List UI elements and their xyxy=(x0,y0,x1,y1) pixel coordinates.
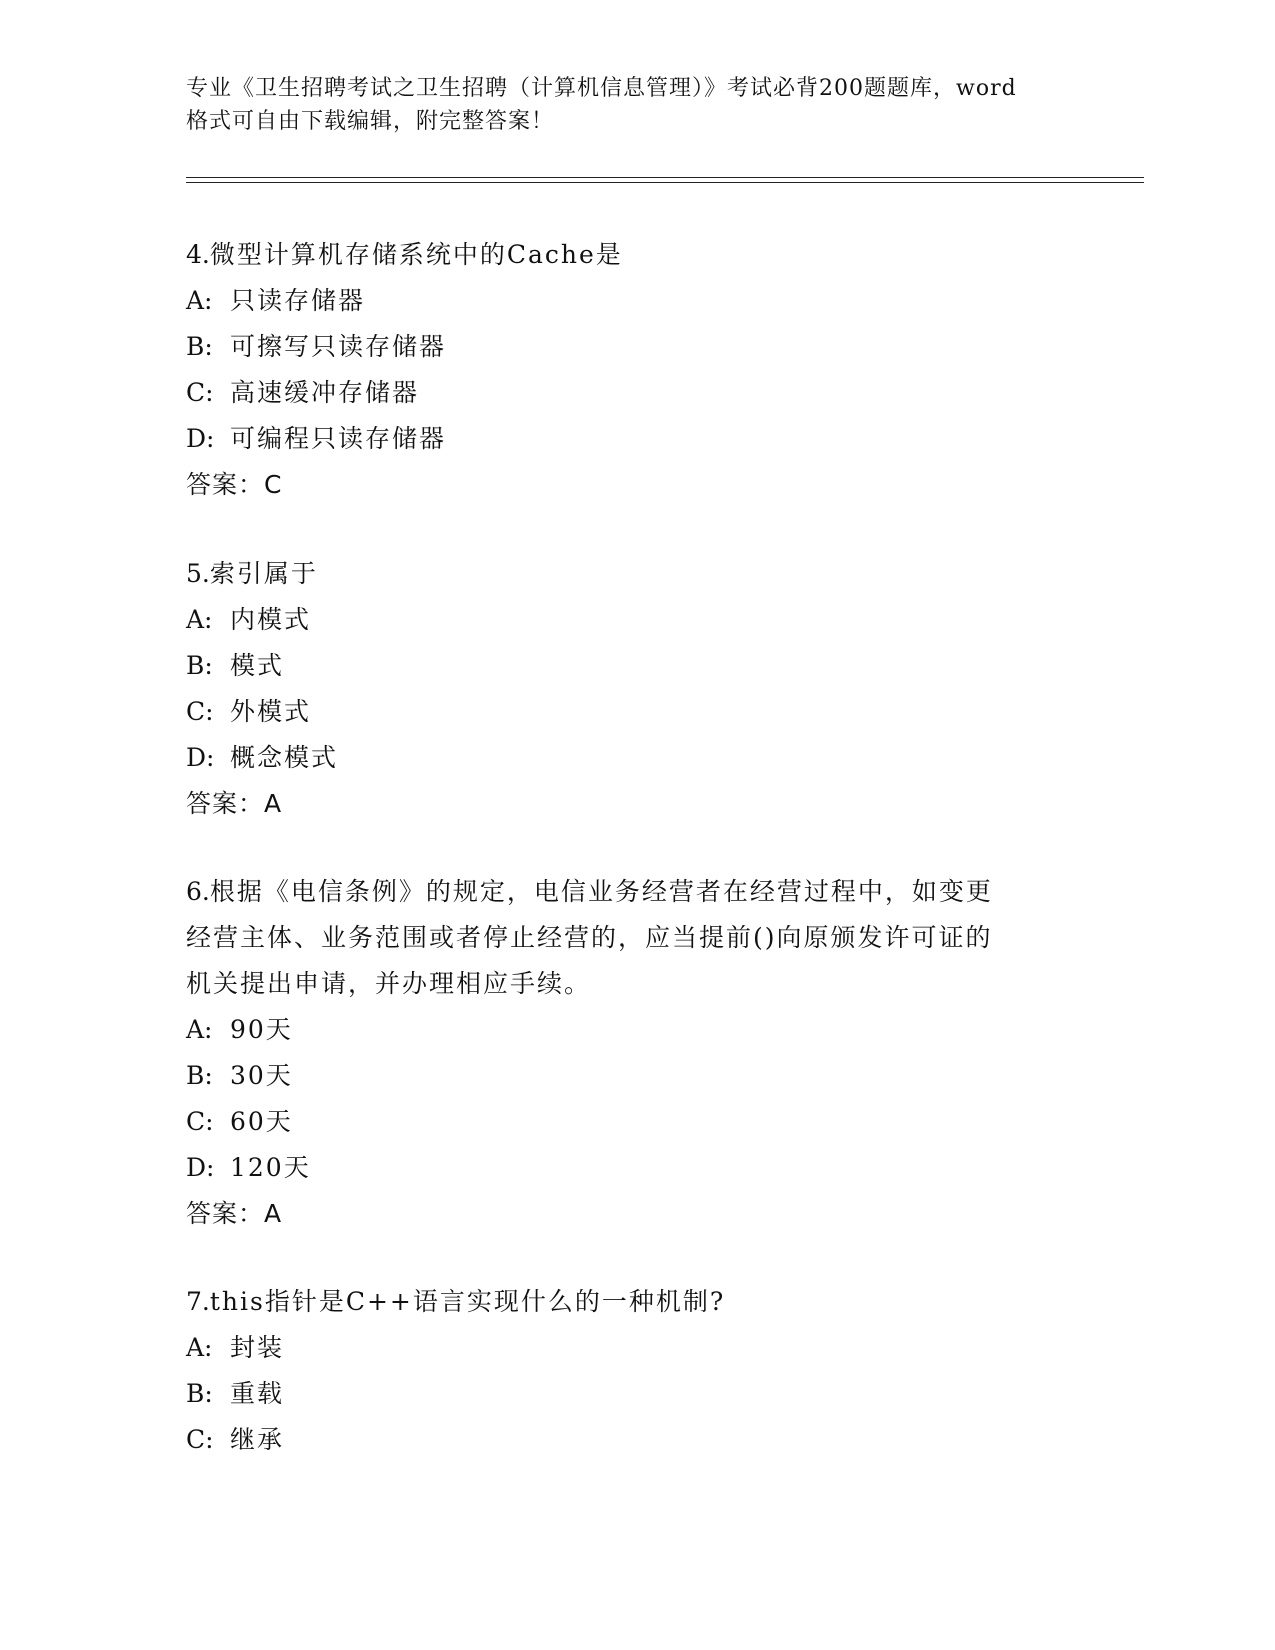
option-c xyxy=(186,370,1066,416)
option-text: 可编程只读存储器 xyxy=(230,424,447,453)
option-text: 概念模式 xyxy=(230,743,339,772)
answer-line: 答案：A xyxy=(186,1199,283,1228)
option-b xyxy=(186,643,1066,689)
option-d xyxy=(186,735,1066,781)
option-letter: C: xyxy=(186,378,214,407)
option-c xyxy=(186,1417,1066,1463)
question-4 xyxy=(186,232,1066,508)
option-d xyxy=(186,416,1066,462)
option-letter: A: xyxy=(186,605,213,634)
option-c xyxy=(186,689,1066,735)
option-d xyxy=(186,1145,1066,1191)
document-header xyxy=(186,72,1096,138)
option-text: 封装 xyxy=(230,1333,285,1362)
header-line-2: 格式可自由下载编辑，附完整答案！ xyxy=(186,109,555,134)
option-letter: D: xyxy=(186,424,215,453)
question-number: 7. xyxy=(186,1287,210,1316)
option-letter: A: xyxy=(186,286,213,315)
option-a xyxy=(186,1325,1066,1371)
option-letter: D: xyxy=(186,743,215,772)
option-text: 可擦写只读存储器 xyxy=(230,332,447,361)
option-letter: B: xyxy=(186,1061,213,1090)
option-letter: D: xyxy=(186,1153,215,1182)
header-line-1: 专业《卫生招聘考试之卫生招聘（计算机信息管理）》考试必背200题题库，word xyxy=(186,76,1017,101)
question-number: 5. xyxy=(186,559,210,588)
question-5 xyxy=(186,551,1066,827)
option-text: 模式 xyxy=(230,651,285,680)
question-stem: 索引属于 xyxy=(209,559,318,588)
question-stem-line-3: 机关提出申请，并办理相应手续。 xyxy=(186,969,592,998)
header-divider-top xyxy=(186,177,1144,178)
answer-line: 答案：C xyxy=(186,470,283,499)
option-letter: A: xyxy=(186,1015,213,1044)
option-letter: B: xyxy=(186,332,213,361)
option-letter: C: xyxy=(186,1425,214,1454)
option-a xyxy=(186,1007,1066,1053)
header-divider-bottom xyxy=(186,182,1144,183)
option-a xyxy=(186,278,1066,324)
question-stem-line-1: 根据《电信条例》的规定，电信业务经营者在经营过程中，如变更 xyxy=(209,877,993,906)
question-7 xyxy=(186,1279,1066,1463)
option-text: 30天 xyxy=(230,1061,293,1090)
option-letter: C: xyxy=(186,697,214,726)
question-text xyxy=(186,232,1066,278)
answer-line: 答案：A xyxy=(186,789,283,818)
option-text: 继承 xyxy=(230,1425,285,1454)
option-text: 60天 xyxy=(230,1107,293,1136)
option-letter: B: xyxy=(186,1379,213,1408)
option-a xyxy=(186,597,1066,643)
option-text: 120天 xyxy=(230,1153,311,1182)
option-b xyxy=(186,1053,1066,1099)
option-text: 重载 xyxy=(230,1379,285,1408)
question-stem: this指针是C++语言实现什么的一种机制? xyxy=(209,1287,726,1316)
option-letter: B: xyxy=(186,651,213,680)
option-text: 外模式 xyxy=(230,697,312,726)
question-text xyxy=(186,551,1066,597)
question-number: 4. xyxy=(186,240,210,269)
question-6 xyxy=(186,869,1066,1237)
option-letter: C: xyxy=(186,1107,214,1136)
option-c xyxy=(186,1099,1066,1145)
option-text: 只读存储器 xyxy=(230,286,366,315)
question-text xyxy=(186,869,1066,915)
option-text: 高速缓冲存储器 xyxy=(230,378,420,407)
option-text: 内模式 xyxy=(230,605,312,634)
option-b xyxy=(186,324,1066,370)
question-stem: 微型计算机存储系统中的Cache是 xyxy=(209,240,623,269)
question-number: 6. xyxy=(186,877,210,906)
option-text: 90天 xyxy=(230,1015,293,1044)
option-b xyxy=(186,1371,1066,1417)
option-letter: A: xyxy=(186,1333,213,1362)
question-text xyxy=(186,1279,1066,1325)
question-stem-line-2: 经营主体、业务范围或者停止经营的，应当提前()向原颁发许可证的 xyxy=(186,923,993,952)
